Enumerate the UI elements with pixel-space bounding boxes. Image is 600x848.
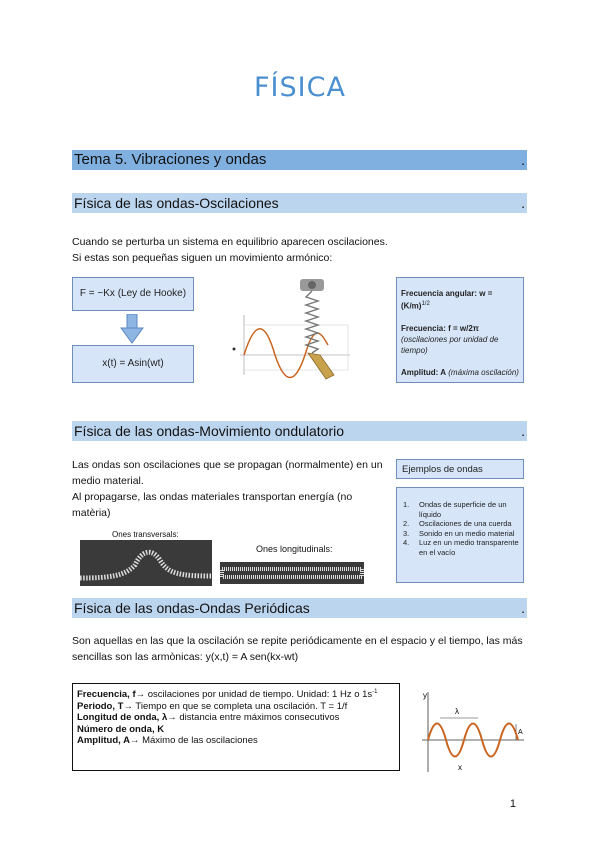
examples-list-box [396,487,524,583]
spring-pivot [308,281,316,289]
section-label: Física de las ondas-Oscilaciones [74,195,279,211]
topic-heading [72,150,527,170]
list-item: 3. Sonido en un medio material [403,528,515,538]
section-heading-oscillations [72,193,527,213]
transversal-wave-photo [80,540,212,586]
topic-label: Tema 5. Vibraciones y ondas [74,151,267,168]
section-dot: . [521,423,525,439]
amplitude-line: Amplitud: A (máxima oscilación) [401,367,519,377]
section-heading-wave-motion [72,421,527,441]
oscillations-paragraph-1: Cuando se perturba un sistema en equilibrio aparecen oscilaciones. [72,236,388,248]
oscillations-paragraph-2: Si estas son pequeñas siguen un movimiento armónico: [72,252,333,264]
spring-oscillation-illustration [230,275,360,385]
list-item: 1. Ondas de superficie de un líquido [403,500,507,519]
section-label: Física de las ondas-Movimiento ondulatorio [74,423,345,439]
section-dot: . [521,195,525,211]
definition-frequency: Frecuencia, f→ oscilaciones por unidad de tiempo. Unidad: 1 Hz o $1s^{-1}$ [77,689,378,701]
page-title: FÍSICA [254,72,346,103]
section-dot: . [521,600,525,616]
definition-period: Periodo, T→ Tiempo en que se completa una oscilación. T = 1/f [77,700,348,712]
section-heading-periodic-waves [72,598,527,618]
waves-paragraph-2: Al propagarse, las ondas materiales transportan energía (no matèria) [72,491,353,519]
frequency-line: Frecuencia: f = w/2π (oscilaciones por unidad de tiempo) [401,323,499,355]
graph-marker [233,348,236,351]
definition-amplitude: Amplitud, A→ Máximo de las oscilaciones [77,735,258,747]
definitions-box [72,683,400,771]
examples-title-box: Ejemplos de ondas [396,459,524,479]
waves-paragraph-1: Las ondas son oscilaciones que se propagan (normalmente) en un medio material. [72,459,383,487]
spring-mass [308,353,334,379]
graph-frame [244,325,348,370]
periodic-wave-graph [420,688,526,774]
definition-wavenumber: Número de onda, K [77,723,165,735]
transversal-label: Ones transversals: [112,530,179,539]
list-item: 4. Luz en un medio transparente en el vacío [403,538,519,557]
periodic-paragraph: Son aquellas en las que la oscilación se repite periódicamente en el espacio y el tiempo, las más sencillas son las armònicas: y(x,t) = A sen(kx-wt) [72,635,523,663]
arrow-down-icon [120,314,144,344]
angular-frequency-line: Frecuencia angular: $w = (K/m)^{1/2}$ [401,289,493,311]
hooke-law-box: F = −Kx (Ley de Hooke) [72,277,194,311]
amplitude-label: A [518,729,523,736]
topic-dot: . [521,152,525,168]
page-number: 1 [509,798,516,810]
wavelength-label: λ [455,707,459,716]
position-function-box: x(t) = Asin(wt) [72,345,194,383]
y-axis-label: y [423,691,427,700]
longitudinal-wave-photo [220,562,364,584]
spring-coil [306,291,318,353]
longitudinal-label: Ones longitudinals: [256,544,333,554]
x-axis-label: x [458,763,462,772]
list-item: 2. Oscilaciones de una cuerda [403,519,512,528]
section-label: Física de las ondas-Ondas Periódicas [74,600,310,616]
frequency-info-box [396,277,524,383]
definition-wavelength: Longitud de onda, λ→ distancia entre máximos consecutivos [77,712,340,724]
